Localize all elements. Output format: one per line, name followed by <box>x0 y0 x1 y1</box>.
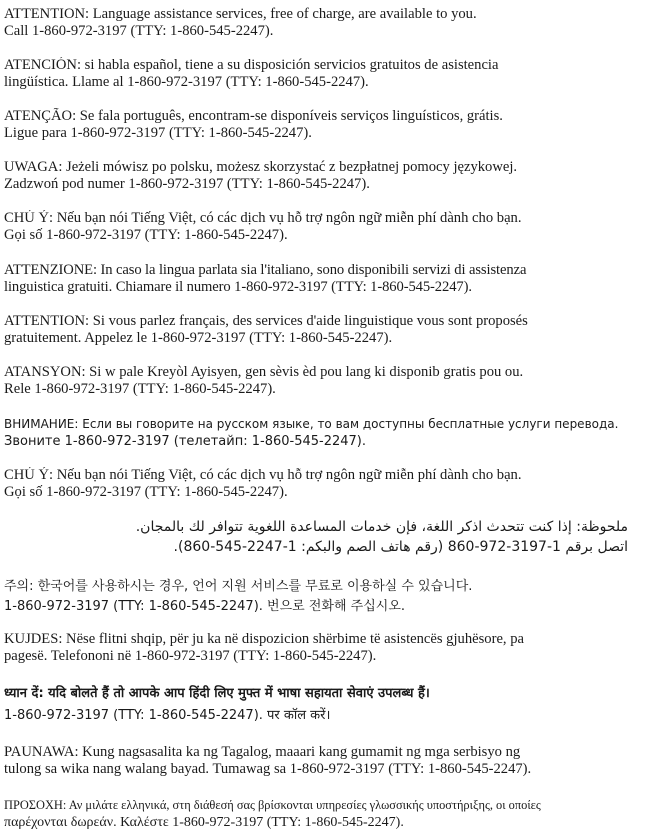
notice-korean <box>4 577 656 617</box>
notice-vietnamese-repeat-line1: CHÚ Ý: Nếu bạn nói Tiếng Việt, có các dịch vụ hỗ trợ ngôn ngữ miễn phí dành cho bạn. <box>4 467 522 483</box>
notice-vietnamese-repeat-line2: Gọi số 1-860-972-3197 (TTY: 1-860-545-2247). <box>4 484 288 500</box>
notice-haitian-creole <box>4 364 656 398</box>
notice-korean-line2: 1-860-972-3197 (TTY: 1-860-545-2247). 번으로 전화해 주십시오. <box>4 599 406 614</box>
notice-russian-line1: ВНИМАНИЕ: Если вы говорите на русском языке, то вам доступны бесплатные услуги перевода. <box>4 417 619 431</box>
notice-albanian <box>4 631 656 665</box>
notice-russian <box>4 416 656 450</box>
notice-french-line1: ATTENTION: Si vous parlez français, des services d'aide linguistique vous sont proposés <box>4 313 528 329</box>
notice-vietnamese <box>4 210 656 244</box>
notice-vietnamese-repeat <box>4 467 656 501</box>
notice-french <box>4 313 656 347</box>
notice-russian-line2: Звоните 1-860-972-3197 (телетайп: 1-860-545-2247). <box>4 434 366 449</box>
notice-haitian-creole-line1: ATANSYON: Si w pale Kreyòl Ayisyen, gen sèvis èd pou lang ki disponib gratis pou ou. <box>4 364 524 380</box>
notice-polish-line1: UWAGA: Jeżeli mówisz po polsku, możesz skorzystać z bezpłatnej pomocy językowej. <box>4 159 518 175</box>
notice-spanish <box>4 57 656 91</box>
notice-tagalog-line1: PAUNAWA: Kung nagsasalita ka ng Tagalog, maaari kang gumamit ng mga serbisyo ng <box>4 744 521 760</box>
notice-hindi-line2: 1-860-972-3197 (TTY: 1-860-545-2247). पर कॉल करें। <box>4 708 331 723</box>
notice-greek <box>4 797 656 831</box>
notice-italian-line1: ATTENZIONE: In caso la lingua parlata sia l'italiano, sono disponibili servizi di assistenza <box>4 262 527 278</box>
notice-haitian-creole-line2: Rele 1-860-972-3197 (TTY: 1-860-545-2247). <box>4 381 276 397</box>
notice-hindi-line1: ध्यान दें: यदि बोलते हैं तो आपके आप हिंदी लिए मुफ्त में भाषा सहायता सेवाएं उपलब्ध हैं। <box>4 686 430 701</box>
notice-albanian-line1: KUJDES: Nëse flitni shqip, për ju ka në dispozicion shërbime të asistencës gjuhësore, pa <box>4 631 524 647</box>
notice-portuguese-line2: Ligue para 1-860-972-3197 (TTY: 1-860-545-2247). <box>4 125 312 141</box>
notice-tagalog <box>4 744 656 778</box>
notice-hindi <box>4 683 656 727</box>
notice-korean-line1: 주의: 한국어를 사용하시는 경우, 언어 지원 서비스를 무료로 이용하실 수 있습니다. <box>4 579 473 594</box>
notice-french-line2: gratuitement. Appelez le 1-860-972-3197 (TTY: 1-860-545-2247). <box>4 330 393 346</box>
notice-arabic <box>8 517 628 557</box>
notice-spanish-line1: ATENCIÓN: si habla español, tiene a su disposición servicios gratuitos de asistencia <box>4 57 499 73</box>
notice-polish <box>4 159 656 193</box>
notice-arabic-line1: ملحوظة: إذا كنت تتحدث اذكر اللغة، فإن خدمات المساعدة اللغوية تتوافر لك بالمجان. <box>135 519 628 535</box>
notice-tagalog-line2: tulong sa wika nang walang bayad. Tumawag sa 1-860-972-3197 (TTY: 1-860-545-2247). <box>4 761 532 777</box>
notice-greek-line1: ΠΡΟΣΟΧΗ: Αν μιλάτε ελληνικά, στη διάθεσή σας βρίσκονται υπηρεσίες γλωσσικής υποστήριξης, οι οποίες <box>4 798 541 812</box>
notice-vietnamese-line1: CHÚ Ý: Nếu bạn nói Tiếng Việt, có các dịch vụ hỗ trợ ngôn ngữ miễn phí dành cho bạn. <box>4 210 522 226</box>
notice-portuguese <box>4 108 656 142</box>
notice-italian <box>4 262 656 296</box>
notice-english-line1: ATTENTION: Language assistance services, free of charge, are available to you. <box>4 6 477 22</box>
notice-english <box>4 6 656 40</box>
notice-english-line2: Call 1-860-972-3197 (TTY: 1-860-545-2247). <box>4 23 274 39</box>
notice-polish-line2: Zadzwoń pod numer 1-860-972-3197 (TTY: 1-860-545-2247). <box>4 176 370 192</box>
notice-albanian-line2: pagesë. Telefononi në 1-860-972-3197 (TTY: 1-860-545-2247). <box>4 648 377 664</box>
notice-vietnamese-line2: Gọi số 1-860-972-3197 (TTY: 1-860-545-2247). <box>4 227 288 243</box>
notice-italian-line2: linguistica gratuiti. Chiamare il numero 1-860-972-3197 (TTY: 1-860-545-2247). <box>4 279 472 295</box>
notice-portuguese-line1: ATENÇÃO: Se fala português, encontram-se disponíveis serviços linguísticos, grátis. <box>4 108 503 124</box>
notice-greek-line2: παρέχονται δωρεάν. Καλέστε 1-860-972-3197 (TTY: 1-860-545-2247). <box>4 815 404 830</box>
notice-spanish-line2: lingüística. Llame al 1-860-972-3197 (TTY: 1-860-545-2247). <box>4 74 369 90</box>
notice-arabic-line2: اتصل برقم 1-3197-972-860 (رقم هاتف الصم والبكم: 1-2247-545-860). <box>173 539 628 555</box>
